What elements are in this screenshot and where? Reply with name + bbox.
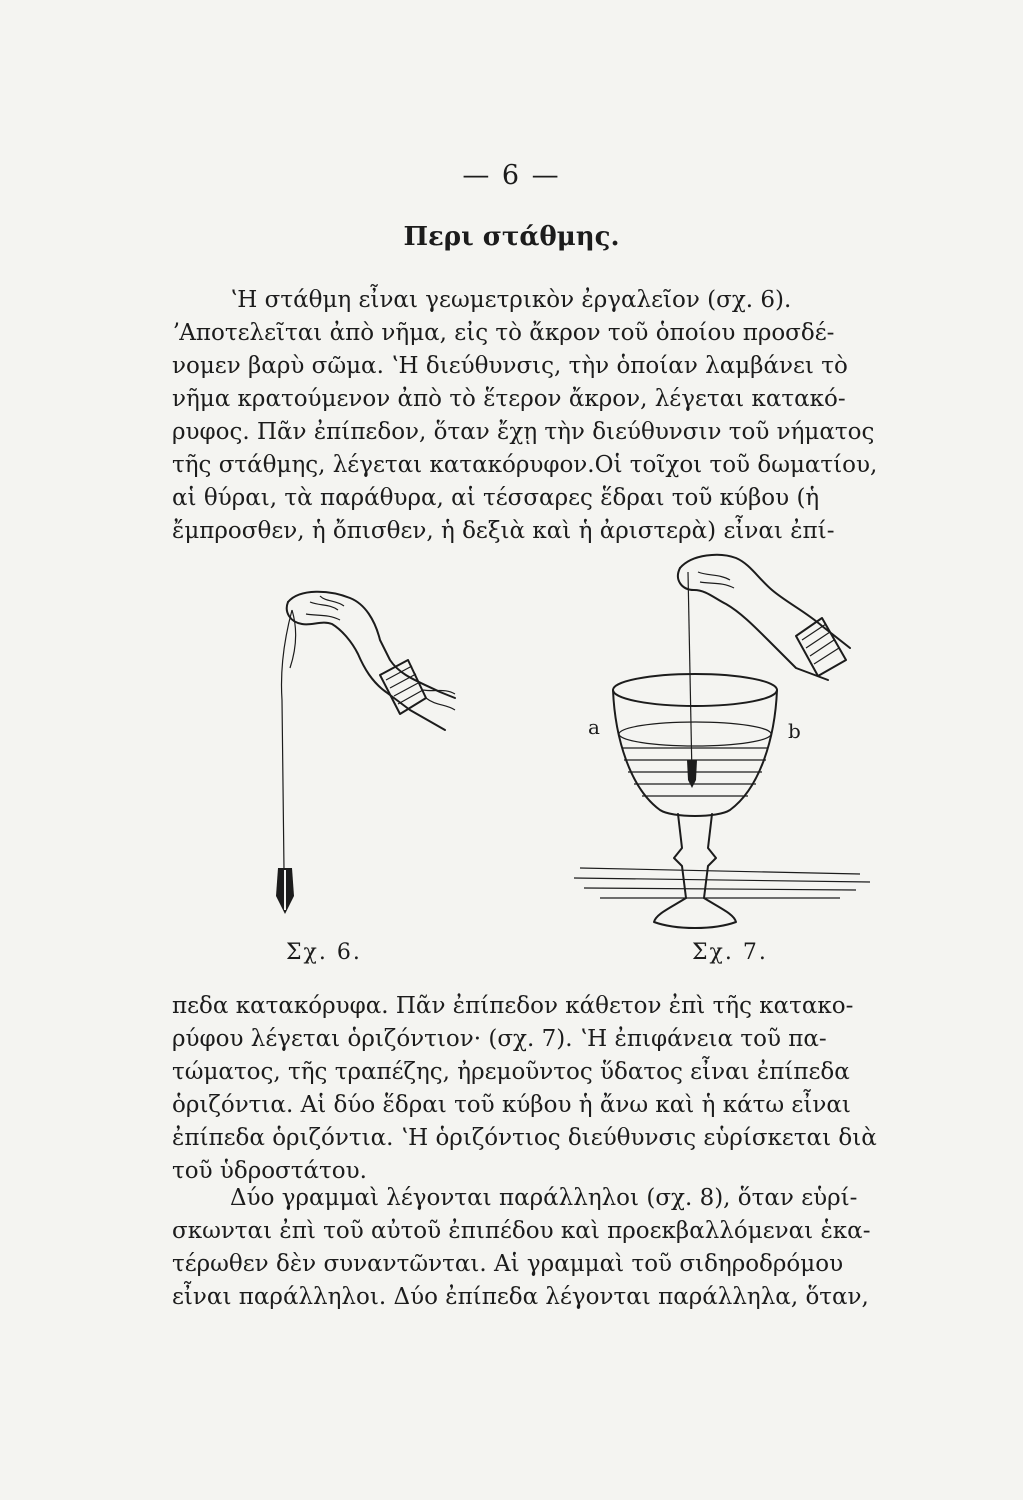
figure-6-plumb-line-illustration [240, 580, 470, 930]
figure-6-caption: Σχ. 6. [286, 940, 362, 965]
text-line: τέρωθεν δὲν συναντῶνται. Αἱ γραμμαὶ τοῦ σιδηροδρόμου [172, 1251, 844, 1277]
text-line: ἔμπροσθεν, ἡ ὄπισθεν, ἡ δεξιὰ καὶ ἡ ἀριστερὰ) εἶναι ἐπί- [172, 518, 835, 544]
paragraph-parallel-lines [172, 1182, 980, 1314]
text-line: νῆμα κρατούμενον ἀπὸ τὸ ἕτερον ἄκρον, λέγεται κατακό- [172, 386, 846, 412]
figure-7-goblet-illustration [560, 548, 880, 948]
text-line: εἶναι παράλληλοι. Δύο ἐπίπεδα λέγονται παράλληλα, ὅταν, [172, 1284, 869, 1310]
text-line: πεδα κατακόρυφα. Πᾶν ἐπίπεδον κάθετον ἐπὶ τῆς κατακο- [172, 993, 854, 1019]
text-line: ʽΗ στάθμη εἶναι γεωμετρικὸν ἐργαλεῖον (σχ. 6). [230, 287, 792, 313]
paragraph-plumb-line-definition [172, 284, 980, 548]
text-line: ἐπίπεδα ὁριζόντια. ʽΗ ὁριζόντιος διεύθυνσις εὑρίσκεται διὰ [172, 1125, 877, 1151]
figure-7-label-a: a [588, 715, 600, 739]
text-line: ρυφος. Πᾶν ἐπίπεδον, ὅταν ἔχῃ τὴν διεύθυνσιν τοῦ νήματος [172, 419, 875, 445]
text-line: τώματος, τῆς τραπέζης, ἠρεμοῦντος ὕδατος εἶναι ἐπίπεδα [172, 1059, 850, 1085]
text-line: αἱ θύραι, τὰ παράθυρα, αἱ τέσσαρες ἕδραι τοῦ κύβου (ἡ [172, 485, 820, 511]
section-title: Περι στάθμης. [403, 222, 620, 252]
page-number: — 6 — [462, 160, 561, 191]
figure-7-caption: Σχ. 7. [692, 940, 768, 965]
text-line: ὁριζόντια. Αἱ δύο ἕδραι τοῦ κύβου ἡ ἄνω καὶ ἡ κάτω εἶναι [172, 1092, 851, 1118]
paragraph-horizontal-definition [172, 990, 980, 1188]
text-line: σκωνται ἐπὶ τοῦ αὐτοῦ ἐπιπέδου καὶ προεκβαλλόμεναι ἑκα- [172, 1218, 871, 1244]
figure-7-label-b: b [788, 719, 801, 743]
text-line: ʼΑποτελεῖται ἀπὸ νῆμα, εἰς τὸ ἄκρον τοῦ ὁποίου προσδέ- [172, 320, 835, 346]
text-line: Δύο γραμμαὶ λέγονται παράλληλοι (σχ. 8), ὅταν εὑρί- [230, 1185, 858, 1211]
text-line: τοῦ ὑδροστάτου. [172, 1158, 367, 1184]
text-line: τῆς στάθμης, λέγεται κατακόρυφον.Οἱ τοῖχοι τοῦ δωματίου, [172, 452, 878, 478]
text-line: νομεν βαρὺ σῶμα. ʽΗ διεύθυνσις, τὴν ὁποίαν λαμβάνει τὸ [172, 353, 848, 379]
text-line: ρύφου λέγεται ὁριζόντιον· (σχ. 7). ʽΗ ἐπιφάνεια τοῦ πα- [172, 1026, 827, 1052]
